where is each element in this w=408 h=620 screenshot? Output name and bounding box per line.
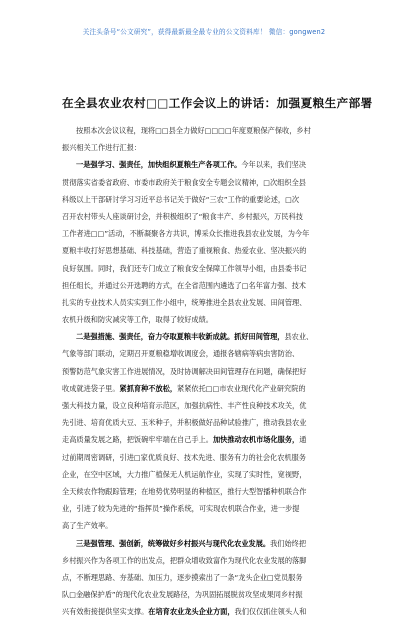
text-line: [62, 535, 358, 552]
text-line: [62, 500, 358, 517]
text: 县农业、: [284, 332, 314, 342]
text: 全天候农作物跟踪管理；在地势优势明显的种植区，推行大型智播种机联合作: [62, 486, 307, 496]
text: 先引进、培育优质大豆、玉米种子，并积极做好品种试验推广，推动我县农业: [62, 418, 307, 428]
text-line: [62, 191, 358, 208]
text-line: [62, 466, 358, 483]
document-title: 在全县农业农村□□工作会议上的讲话：加强夏粮生产部署: [62, 96, 373, 110]
text: 通: [299, 435, 307, 445]
bold-text: 紧抓育种不放松，: [119, 383, 178, 393]
text-line: [62, 345, 358, 362]
bold-text: 加快推动农机市场化服务，: [212, 435, 300, 445]
text: 贯彻落实省委省政府、市委市政府关于粮食安全专题会议精神，□次组织全县: [62, 177, 306, 187]
text: 业，引进了较为先进的“指挥员”操作系统，可实现农机联合作业，进一步提: [62, 504, 300, 514]
text-line: [62, 603, 358, 620]
text-line: [62, 260, 358, 277]
text: 过前期周密调研，引进□家优质良好、技术先进、服务有力的社会化农机服务: [62, 452, 306, 462]
header-banner: 关注头条号“公文研究”，获得最新最全最专业的公文资料库！ 微信：gongwen2: [82, 28, 326, 36]
text-line: [62, 569, 358, 586]
text-line: [62, 174, 358, 191]
text: 夏粮丰收打好思想基础、科技基础，营造了重视粮食、热爱农业、坚决振兴的: [62, 246, 307, 256]
text-line: [62, 552, 358, 569]
document-body: [62, 122, 358, 620]
text: 我们仅仅抓住领头人和: [234, 607, 307, 617]
text: 气象等部门联动，定期召开夏粮稳增收调度会，通报各辖病等病虫害防治、: [62, 349, 300, 359]
text-line: [62, 363, 358, 380]
text: 工作者进□□”活动，不断凝聚各方共识，博采众长推进我县农业发展，为今年: [62, 229, 310, 239]
bold-text: 在培育农业龙头企业方面，: [148, 607, 235, 617]
text: 高了生产效率。: [62, 521, 113, 531]
text-line: [62, 380, 358, 397]
text: 兴有效衔接提供坚实支撑。: [62, 607, 149, 617]
bold-text: 一是强学习、强责任，加快组织夏粮生产各项工作。: [76, 160, 242, 170]
text: 乡村振兴作为各项工作的出发点，把群众增收致富作为现代化农业发展的落脚: [62, 555, 307, 565]
text-line: [62, 139, 358, 156]
text-line: [62, 122, 358, 139]
text: 我们始终把: [270, 538, 307, 548]
text-line: [62, 517, 358, 534]
text-line: [62, 483, 358, 500]
text: 队□金融保护盾”的现代化农业发展路径，为巩固拓展脱贫攻坚成果同乡村振: [62, 590, 303, 600]
text: 今年以来，我们坚决: [241, 160, 307, 170]
text: 良好氛围。同时，我们还专门成立了粮食安全保障工作领导小组，由县委书记: [62, 263, 307, 273]
text: 农机升级和防灾减灾等工作，取得了较好成绩。: [62, 315, 213, 325]
text: 点，不断理思路、夯基础、加压力，逐步摸索出了一条“龙头企业□党员服务: [62, 572, 303, 582]
text: 扎实的专业技术人员实实到工作小组中，统筹推进全县农业发展、田间管理、: [62, 297, 307, 307]
text: 召开农村带头人座谈研讨会，并积极组织了“粮食丰产、乡村振兴，万民科技: [62, 211, 303, 221]
text-line: [62, 242, 358, 259]
text-line: [62, 311, 358, 328]
text-line: [62, 586, 358, 603]
text-line: [62, 449, 358, 466]
text: 预警防范气象灾害工作进展情况，及时协调解决田间管理存在问题，确保把好: [62, 366, 307, 376]
text: 按照本次会议议程，现将□□县全力做好□□□□年度夏粮保产保收，乡村: [76, 126, 311, 135]
text: 走高质量发展之路，把饭碗牢牢端在自己手上。: [62, 435, 213, 445]
text: 收成就进袋子里。: [62, 383, 120, 393]
text: 振兴相关工作进行汇报：: [62, 143, 142, 153]
text-line: [62, 414, 358, 431]
bold-text: 三是强管理、强创新，统筹做好乡村振兴与现代化农业发展。: [76, 538, 271, 548]
text: 担任组长，并通过公开选聘的方式，在全省范围内遴选了□名年富力强、技术: [62, 280, 306, 290]
text-line: [62, 277, 358, 294]
text: 紧紧依托□□市农业现代化产业研究院的: [177, 383, 306, 393]
text-line: [62, 208, 358, 225]
text-line: [62, 328, 358, 345]
text-line: [62, 294, 358, 311]
bold-text: 二是强措施、强责任，奋力夺取夏粮丰收新成就。抓好田间管理，: [76, 332, 285, 342]
text-line: [62, 431, 358, 448]
text: 强大科技力量，设立良种培育示范区，加强抗病性、丰产性良种技术攻关，优: [62, 401, 307, 410]
text: 企业，在空中区域，大力推广植保无人机运航作业，实现了实时性，宽视野，: [62, 469, 307, 479]
text-line: [62, 397, 358, 414]
text-line: [62, 225, 358, 242]
text: 科级以上干部研讨学习习近平总书记关于做好“三农”工作的重要论述，□次: [62, 194, 300, 204]
text-line: [62, 156, 358, 173]
